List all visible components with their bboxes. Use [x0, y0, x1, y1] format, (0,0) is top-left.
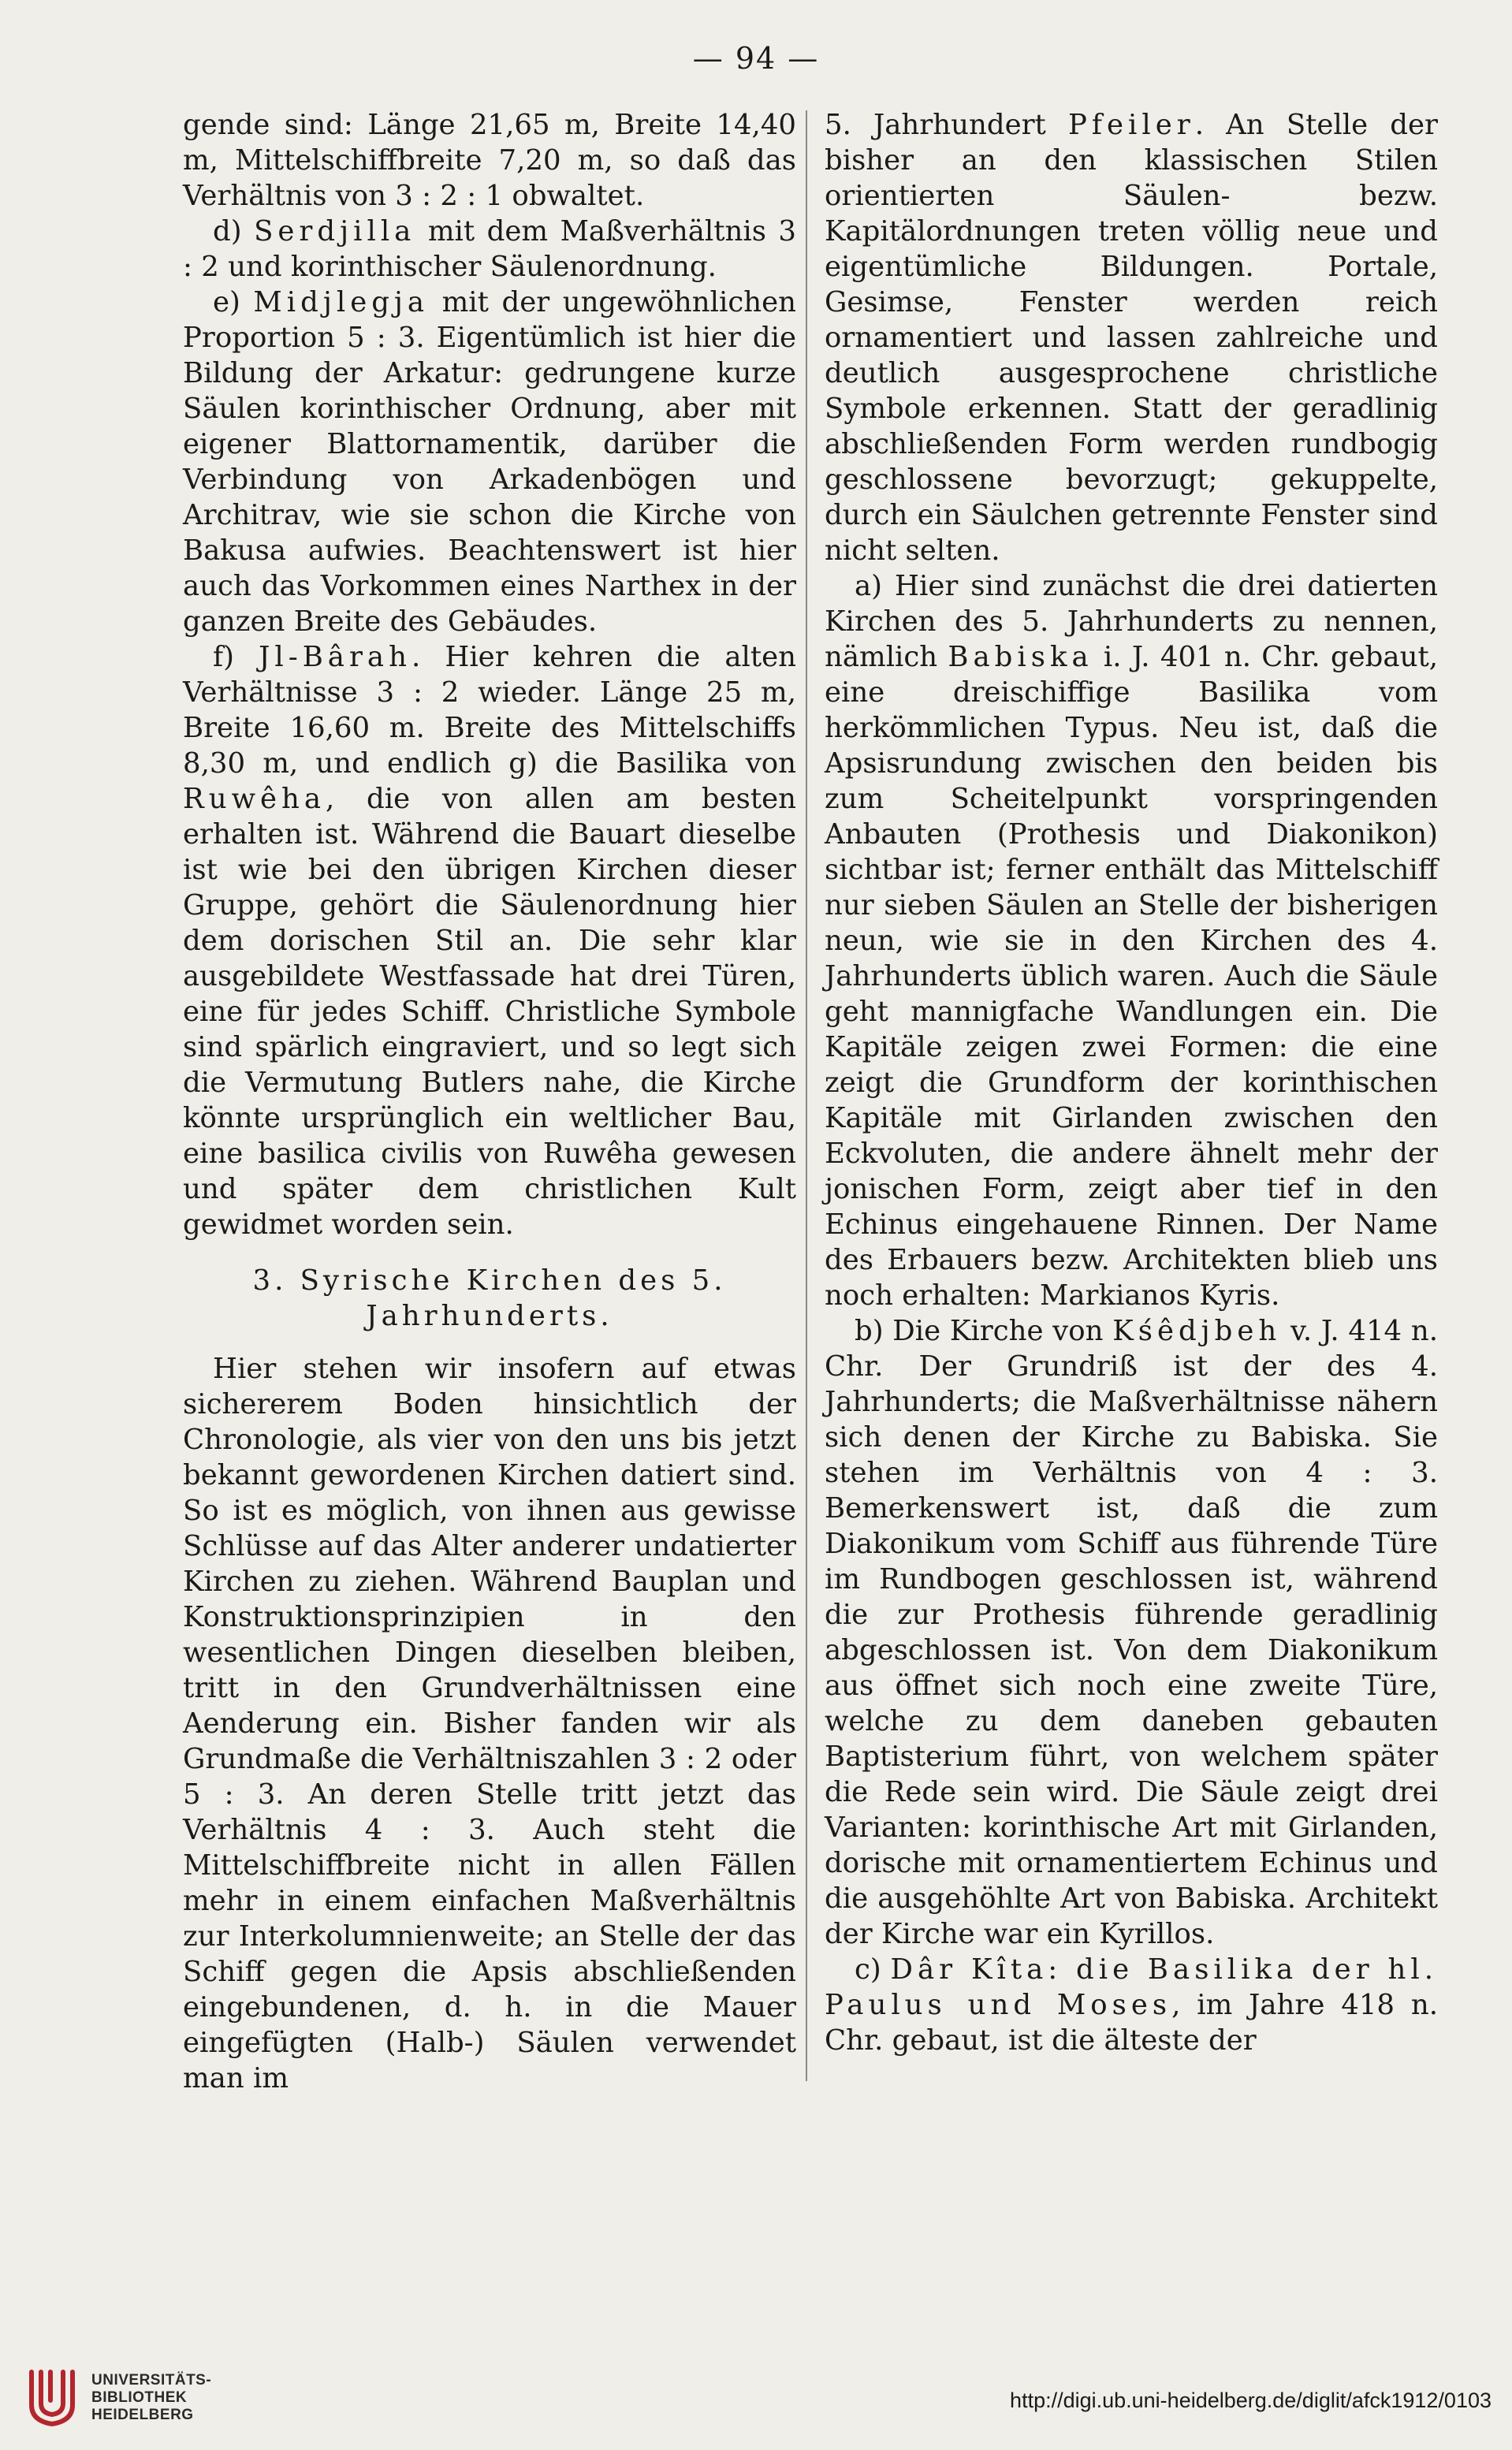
paragraph-chronology — [183, 1351, 796, 2096]
page-number: — 94 — — [692, 41, 820, 76]
place-name: Midjlegja — [253, 286, 430, 318]
logo-line: HEIDELBERG — [91, 2407, 194, 2423]
paragraph-midjlegja — [183, 285, 796, 639]
paragraph-text: i. J. 401 n. Chr. gebaut, eine dreischiffige Basilika vom herkömmlichen Typus. Neu ist, daß die Apsisrundung zwischen den beiden bis zum Scheitelpunkt vorspringenden Anbauten (Prothesis und Diakonikon) sichtbar ist; ferner enthält das Mittelschiff nur sieben Säulen an Stelle der bisherigen neun, wie sie in den Kirchen des 4. Jahrhunderts üblich waren. Auch die Säule geht mannigfache Wandlungen ein. Die Kapitäle zeigen zwei Formen: die eine zeigt die Grundform der korinthischen Kapitäle mit Girlanden zwischen den Eckvoluten, die andere ähnelt mehr der jonischen Form, zeigt aber tief in den Echinus eingehauene Rinnen. Der Name des Erbauers bezw. Architekten blieb uns noch erhalten: Markianos Kyris. — [825, 641, 1438, 1312]
place-name: Babiska — [948, 641, 1093, 673]
paragraph-dar-kita — [825, 1952, 1438, 2058]
logo-text — [91, 2372, 211, 2424]
paragraph-text: mit dem Maßverhältnis 3 : 2 und korinthischer Säulenordnung. — [183, 215, 797, 283]
place-name: Kśêdjbeh — [1112, 1315, 1282, 1347]
paragraph-text: gende sind: Länge 21,65 m, Breite 14,40 m, Mittelschiffbreite 7,20 m, so daß das Verhältnis von 3 : 2 : 1 obwaltet. — [183, 109, 796, 212]
paragraph-ksedjbeh — [825, 1313, 1438, 1952]
paragraph-text: Hier stehen wir insofern auf etwas sichererem Boden hinsichtlich der Chronologie, als vier von den uns bis jetzt bekannt gewordenen Kirchen datiert sind. So ist es möglich, von ihnen aus gewisse Schlüsse auf das Alter anderer undatierter Kirchen zu ziehen. Während Bauplan und Konstruktionsprinzipien in den wesentlichen Dingen dieselben bleiben, tritt in den Grundverhältnissen eine Aenderung ein. Bisher fanden wir als Grundmaße die Verhältniszahlen 3 : 2 oder 5 : 3. An deren Stelle tritt jetzt das Verhältnis 4 : 3. Auch steht die Mittelschiffbreite nicht in allen Fällen mehr in einem einfachen Maßverhältnis zur Interkolumnienweite; an Stelle der das Schiff gegen die Apsis abschließenden eingebundenen, d. h. in die Mauer eingefügten (Halb-) Säulen verwendet man im — [183, 1353, 796, 2094]
left-column — [183, 107, 796, 2096]
university-library-logo[interactable] — [24, 2361, 260, 2432]
paragraph-babiska — [825, 568, 1438, 1313]
paragraph-il-barah — [183, 639, 796, 1242]
item-label: f) — [213, 641, 259, 673]
column-divider — [806, 110, 807, 2081]
place-name: Dâr Kîta: die Basilika der hl. Paulus und Moses — [825, 1953, 1438, 2021]
logo-line: UNIVERSITÄTS- — [91, 2372, 212, 2389]
paragraph-text: , im Jahre 418 n. Chr. gebaut, ist die älteste der — [825, 1989, 1438, 2057]
section-heading: 3. Syrische Kirchen des 5. Jahrhunderts. — [252, 1264, 727, 1332]
item-label: c) — [855, 1953, 891, 1986]
paragraph-serdjilla — [183, 214, 796, 285]
paragraph-pfeiler — [825, 107, 1438, 568]
paragraph-text: , die von allen am besten erhalten ist. Während die Bauart dieselbe ist wie bei den übrigen Kirchen dieser Gruppe, gehört die Säulenordnung hier dem dorischen Stil an. Die sehr klar ausgebildete Westfassade hat drei Türen, eine für jedes Schiff. Christliche Symbole sind spärlich eingraviert, und so legt sich die Vermutung Butlers nahe, die Kirche könnte ursprünglich ein weltlicher Bau, eine basilica civilis von Ruwêha gewesen und später dem christlichen Kult gewidmet worden sein. — [183, 783, 796, 1241]
paragraph-text: v. J. 414 n. Chr. Der Grundriß ist der des 4. Jahrhunderts; die Maßverhältnisse nähern sich denen der Kirche zu Babiska. Sie stehen im Verhältnis von 4 : 3. Bemerkenswert ist, daß die zum Diakonikum vom Schiff aus führende Türe im Rundbogen geschlossen ist, während die zur Prothesis führende geradlinig abgeschlossen ist. Von dem Diakonikum aus öffnet sich noch eine zweite Türe, welche zu dem daneben gebauten Baptisterium führt, von welchem später die Rede sein wird. Die Säule zeigt drei Varianten: korinthische Art mit Girlanden, dorische mit ornamentiertem Echinus und die ausgehöhlte Art von Babiska. Architekt der Kirche war ein Kyrillos. — [825, 1315, 1438, 1950]
item-label: e) — [213, 286, 254, 318]
source-url-link[interactable]: http://digi.ub.uni-heidelberg.de/diglit/afck1912/0103 — [1010, 2389, 1492, 2412]
paragraph-text: a) Hier sind zunächst die drei datierten Kirchen des 5. Jahrhunderts zu nennen, nämlich — [825, 570, 1438, 673]
item-label: d) — [213, 215, 255, 248]
footer — [0, 2325, 1512, 2450]
paragraph-continuation — [183, 107, 796, 214]
place-name: Jl-Bârah — [259, 641, 412, 673]
emphasized-term: Pfeiler — [1067, 109, 1195, 141]
paragraph-text: . Hier kehren die alten Verhältnisse 3 : 2 wieder. Länge 25 m, Breite 16,60 m. Breite des Mittelschiffs 8,30 m, und endlich g) die Basilika von — [183, 641, 797, 780]
paragraph-text: 5. Jahrhundert — [825, 109, 1068, 141]
paragraph-text: mit der ungewöhnlichen Proportion 5 : 3. Eigentümlich ist hier die Bildung der Arkatur: gedrungene kurze Säulen korinthischer Ordnung, aber mit eigener Blattornamentik, darüber die Verbindung von Arkadenbögen und Architrav, wie sie schon die Kirche von Bakusa aufwies. Beachtenswert ist hier auch das Vorkommen eines Narthex in der ganzen Breite des Gebäudes. — [183, 286, 796, 638]
place-name: Serdjilla — [254, 215, 416, 248]
logo-line: BIBLIOTHEK — [91, 2389, 188, 2406]
paragraph-text: b) Die Kirche von — [855, 1315, 1113, 1347]
paragraph-text: . An Stelle der bisher an den klassischen Stilen orientierten Säulen- bezw. Kapitälordnungen treten völlig neue und eigentümliche Bildungen. Portale, Gesimse, Fenster werden reich ornamentiert und lassen zahlreiche und deutlich ausgesprochene christliche Symbole erkennen. Statt der geradlinig abschließenden Form werden rundbogig geschlossene bevorzugt; gekuppelte, durch ein Säulchen getrennte Fenster sind nicht selten. — [825, 109, 1438, 567]
library-seal-icon — [24, 2361, 80, 2432]
place-name: Ruwêha — [183, 783, 326, 815]
right-column — [825, 107, 1438, 2058]
